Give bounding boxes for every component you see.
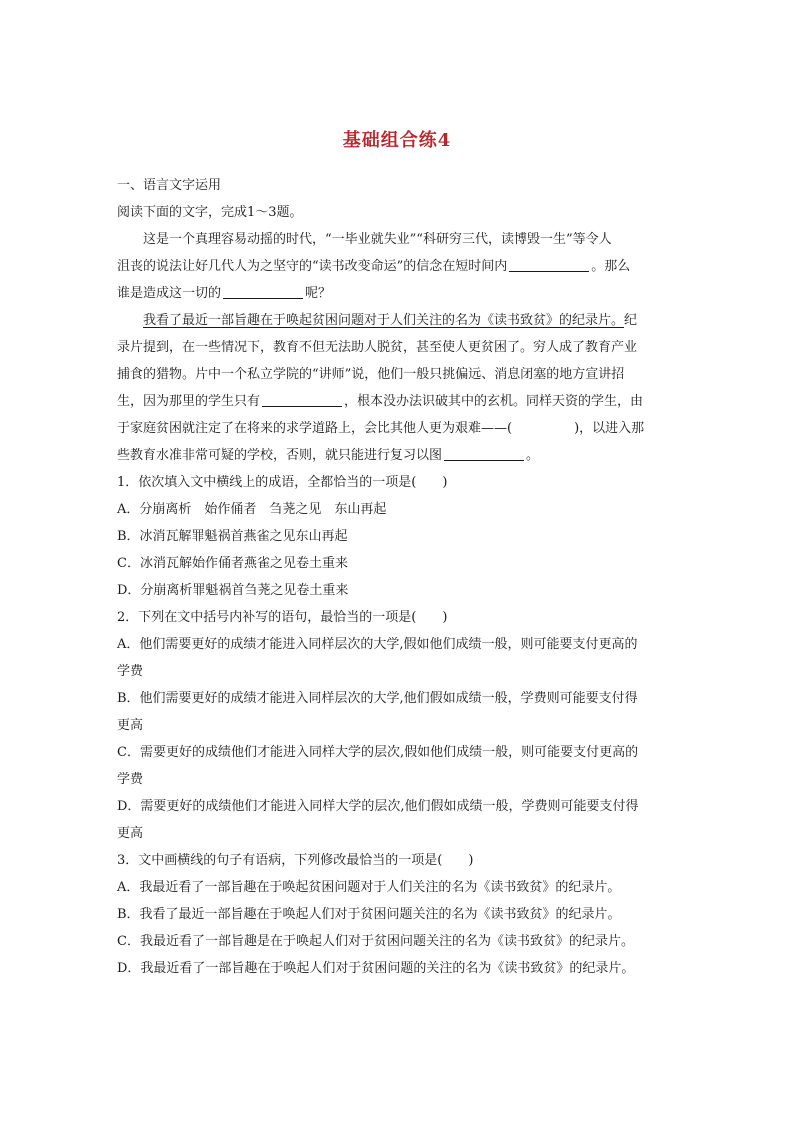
question-stem: 1．依次填入文中横线上的成语，全都恰当的一项是( ) — [117, 475, 448, 490]
question-stem: 3．文中画横线的句子有语病，下列修改最恰当的一项是( ) — [117, 853, 474, 868]
passage-line: 捕食的猎物。片中一个私立学院的“讲师”说，他们一般只挑偏远、消息闭塞的地方宣讲招 — [117, 367, 625, 382]
option-c-continued: 学费 — [117, 772, 144, 787]
answer-blank — [444, 445, 524, 461]
answer-blank — [514, 419, 572, 434]
option-d-continued: 更高 — [117, 826, 144, 841]
question-stem: 2．下列在文中括号内补写的语句，最恰当的一项是( ) — [117, 610, 448, 625]
answer-blank — [223, 283, 303, 299]
reading-instruction: 阅读下面的文字，完成1～3题。 — [117, 205, 303, 220]
passage-line: 谁是造成这一切的 呢？ — [117, 280, 677, 307]
option-a: A．分崩离析 始作俑者 刍荛之见 东山再起 — [117, 502, 387, 517]
option-a-continued: 学费 — [117, 664, 144, 679]
question-3 — [117, 847, 677, 982]
section-heading: 一、语言文字运用 — [117, 178, 222, 193]
page-title: 基础组合练4 — [342, 130, 452, 151]
answer-blank — [262, 391, 342, 407]
reading-passage — [117, 226, 677, 469]
option-b: B．他们需要更好的成绩才能进入同样层次的大学,他们假如成绩一般，学费则可能要支付得 — [117, 691, 638, 706]
passage-line: 于家庭贫困就注定了在将来的求学道路上，会比其他人更为艰难——( )，以进入那 — [117, 421, 645, 436]
passage-line: 录片提到，在一些情况下，教育不但无法助人脱贫，甚至使人更贫困了。穷人成了教育产业 — [117, 340, 638, 355]
option-b: B．冰消瓦解罪魁祸首燕雀之见东山再起 — [117, 529, 348, 544]
option-a: A．我最近看了一部旨趣在于唤起贫困问题对于人们关注的名为《读书致贫》的纪录片。 — [117, 880, 621, 895]
question-2 — [117, 604, 677, 847]
passage-line: 我看了最近一部旨趣在于唤起贫困问题对于人们关注的名为《读书致贫》的纪录片。纪 — [143, 313, 638, 328]
option-c: C．我最近看了一部旨趣是在于唤起人们对于贫困问题关注的名为《读书致贫》的纪录片。 — [117, 934, 634, 949]
option-a: A．他们需要更好的成绩才能进入同样层次的大学,假如他们成绩一般，则可能要支付更高的 — [117, 637, 638, 652]
passage-line: 沮丧的说法让好几代人为之坚守的“读书改变命运”的信念在短时间内 。那么 — [117, 253, 677, 280]
question-1 — [117, 469, 677, 604]
option-d: D．需要更好的成绩他们才能进入同样大学的层次,他们假如成绩一般，学费则可能要支付得 — [117, 799, 639, 814]
option-c: C．冰消瓦解始作俑者燕雀之见卷土重来 — [117, 556, 348, 571]
option-b: B．我看了最近一部旨趣在于唤起人们对于贫困问题关注的名为《读书致贫》的纪录片。 — [117, 907, 621, 922]
document-body — [117, 172, 677, 982]
option-b-continued: 更高 — [117, 718, 144, 733]
option-d: D．分崩离析罪魁祸首刍荛之见卷土重来 — [117, 583, 349, 598]
passage-line: 些教育水准非常可疑的学校，否则，就只能进行复习以图 。 — [117, 442, 677, 469]
passage-line: 生，因为那里的学生只有 ，根本没办法识破其中的玄机。同样天资的学生，由 — [117, 388, 677, 415]
passage-line: 这是一个真理容易动摇的时代，“一毕业就失业”“科研穷三代，读博毁一生”等令人 — [143, 232, 612, 247]
underlined-sentence: 我看了最近一部旨趣在于唤起贫困问题对于人们关注的名为《读书致贫》的纪录片。 — [143, 313, 625, 328]
option-d: D．我最近看了一部旨趣在于唤起人们对于贫困问题的关注的名为《读书致贫》的纪录片。 — [117, 961, 635, 976]
answer-blank — [509, 256, 589, 272]
option-c: C．需要更好的成绩他们才能进入同样大学的层次,假如他们成绩一般，则可能要支付更高的 — [117, 745, 639, 760]
